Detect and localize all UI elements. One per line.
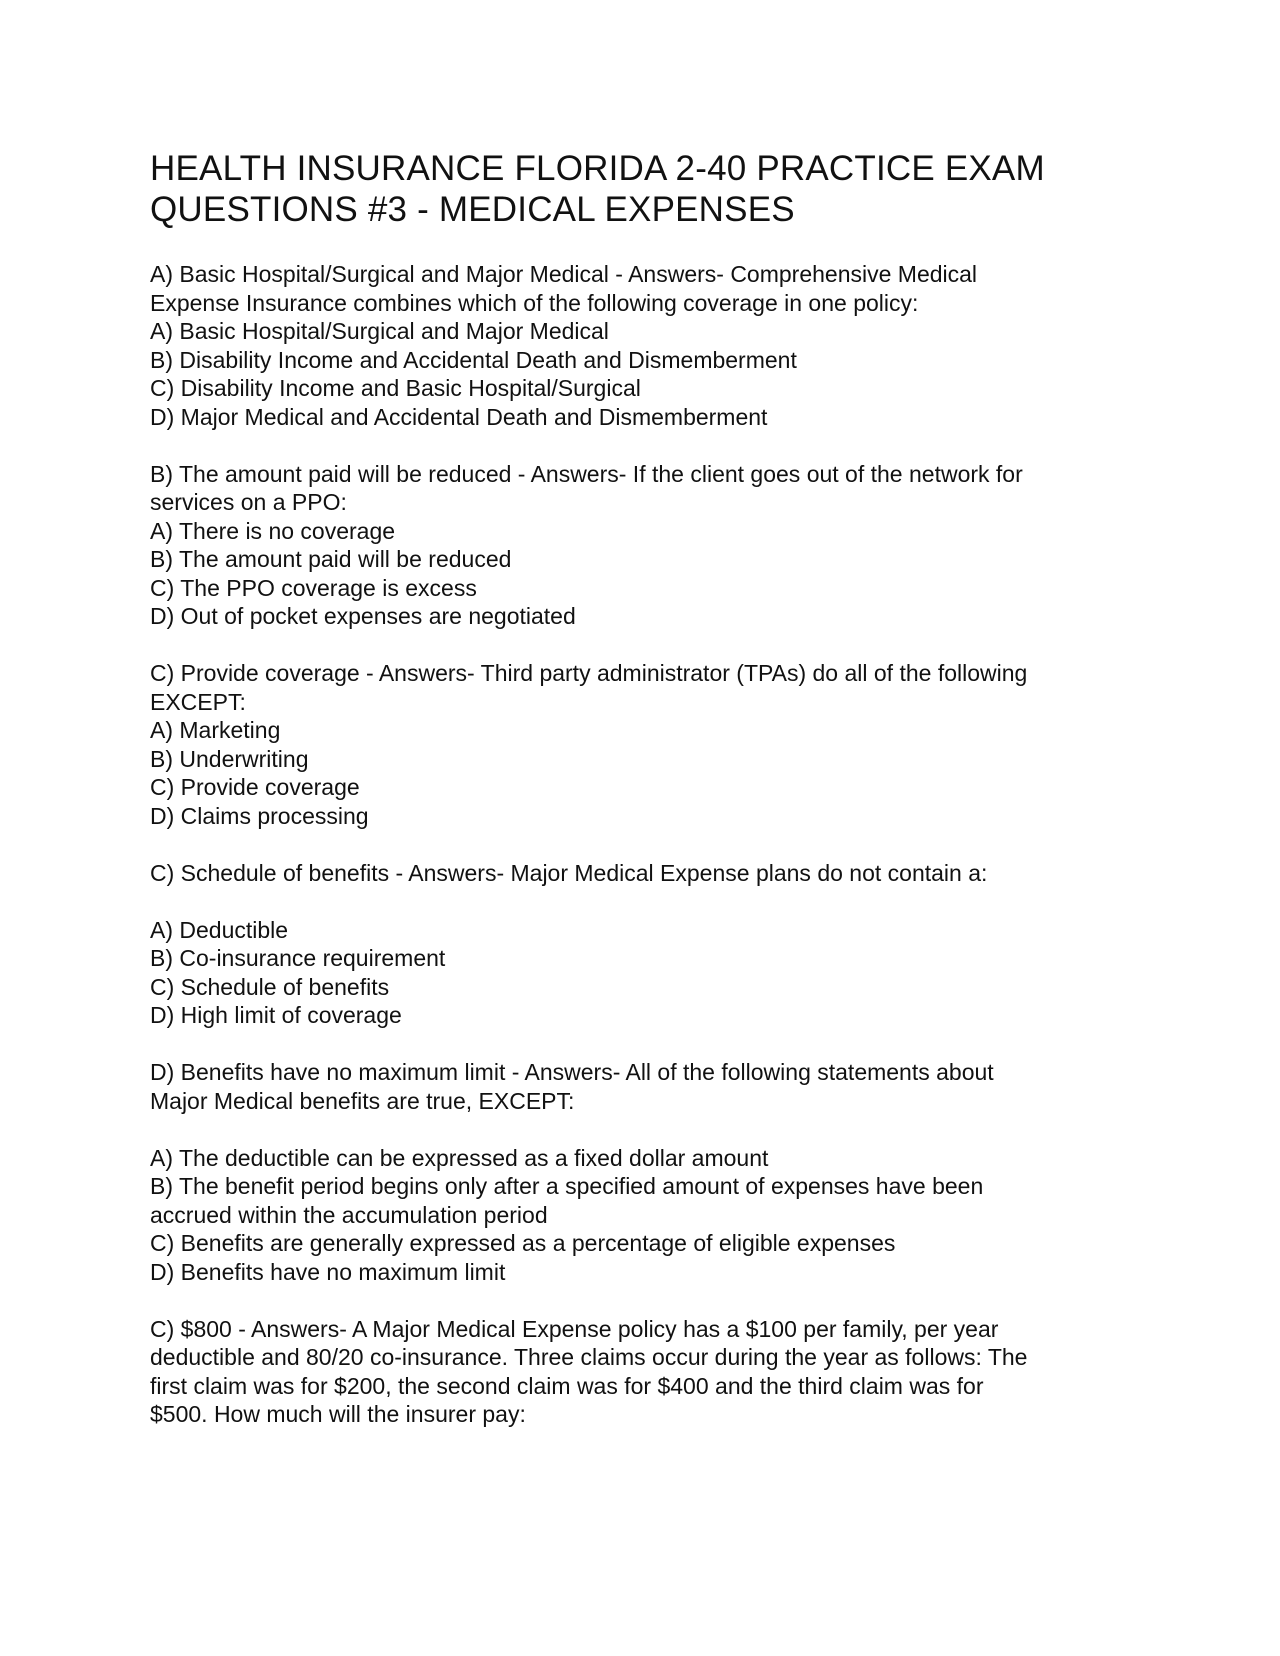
question-line: EXCEPT: (150, 688, 246, 715)
option-line: C) Provide coverage (150, 774, 360, 800)
question-line: C) Schedule of benefits - Answers- Major Medical Expense plans do not contain a: (150, 859, 988, 886)
title-line: HEALTH INSURANCE FLORIDA 2-40 PRACTICE EXAM (150, 149, 1045, 188)
option-line: A) Marketing (150, 717, 281, 743)
document-title (150, 148, 1130, 230)
question-line: Expense Insurance combines which of the following coverage in one policy: (150, 289, 919, 316)
option-line: D) Major Medical and Accidental Death and Dismemberment (150, 403, 768, 430)
question-line: $500. How much will the insurer pay: (150, 1401, 526, 1427)
paragraph-gap (150, 1030, 1130, 1059)
question-block (150, 659, 1130, 830)
question-line: C) Provide coverage - Answers- Third party administrator (TPAs) do all of the following (150, 660, 1028, 686)
question-block (150, 1315, 1130, 1429)
question-line: A) Basic Hospital/Surgical and Major Medical - Answers- Comprehensive Medical (150, 261, 978, 287)
option-line: A) Deductible (150, 916, 289, 943)
document-page (150, 148, 1130, 1429)
question-line: D) Benefits have no maximum limit - Answers- All of the following statements about (150, 1059, 994, 1085)
option-line: B) Underwriting (150, 745, 309, 772)
option-line: B) The amount paid will be reduced (150, 546, 512, 572)
question-list (150, 260, 1130, 1429)
question-line: first claim was for $200, the second claim was for $400 and the third claim was for (150, 1372, 984, 1399)
option-line: C) The PPO coverage is excess (150, 574, 477, 601)
option-line: A) Basic Hospital/Surgical and Major Medical (150, 318, 609, 344)
question-block (150, 260, 1130, 431)
paragraph-gap (150, 830, 1130, 859)
question-line: deductible and 80/20 co-insurance. Three claims occur during the year as follows: The (150, 1344, 1028, 1370)
option-line: D) High limit of coverage (150, 1002, 402, 1028)
title-line: QUESTIONS #3 - MEDICAL EXPENSES (150, 190, 795, 229)
blank-line (150, 887, 1130, 916)
option-line: D) Claims processing (150, 802, 369, 829)
option-line: B) Co-insurance requirement (150, 945, 446, 971)
paragraph-gap (150, 431, 1130, 460)
option-line: A) The deductible can be expressed as a fixed dollar amount (150, 1144, 769, 1171)
question-line: B) The amount paid will be reduced - Answers- If the client goes out of the network for (150, 460, 1023, 487)
option-line: accrued within the accumulation period (150, 1201, 548, 1228)
question-line: services on a PPO: (150, 489, 347, 515)
option-line: B) Disability Income and Accidental Death and Dismemberment (150, 346, 797, 373)
blank-line (150, 1115, 1130, 1144)
option-line: C) Schedule of benefits (150, 973, 390, 1000)
option-line: D) Benefits have no maximum limit (150, 1258, 506, 1285)
option-line: D) Out of pocket expenses are negotiated (150, 603, 576, 629)
option-line: A) There is no coverage (150, 517, 396, 544)
option-line: B) The benefit period begins only after a specified amount of expenses have been (150, 1173, 984, 1199)
question-line: C) $800 - Answers- A Major Medical Expense policy has a $100 per family, per year (150, 1315, 999, 1342)
question-block (150, 1058, 1130, 1286)
question-block (150, 859, 1130, 1030)
paragraph-gap (150, 1286, 1130, 1315)
paragraph-gap (150, 631, 1130, 660)
question-block (150, 460, 1130, 631)
option-line: C) Disability Income and Basic Hospital/Surgical (150, 375, 641, 401)
question-line: Major Medical benefits are true, EXCEPT: (150, 1087, 575, 1114)
option-line: C) Benefits are generally expressed as a percentage of eligible expenses (150, 1230, 896, 1256)
